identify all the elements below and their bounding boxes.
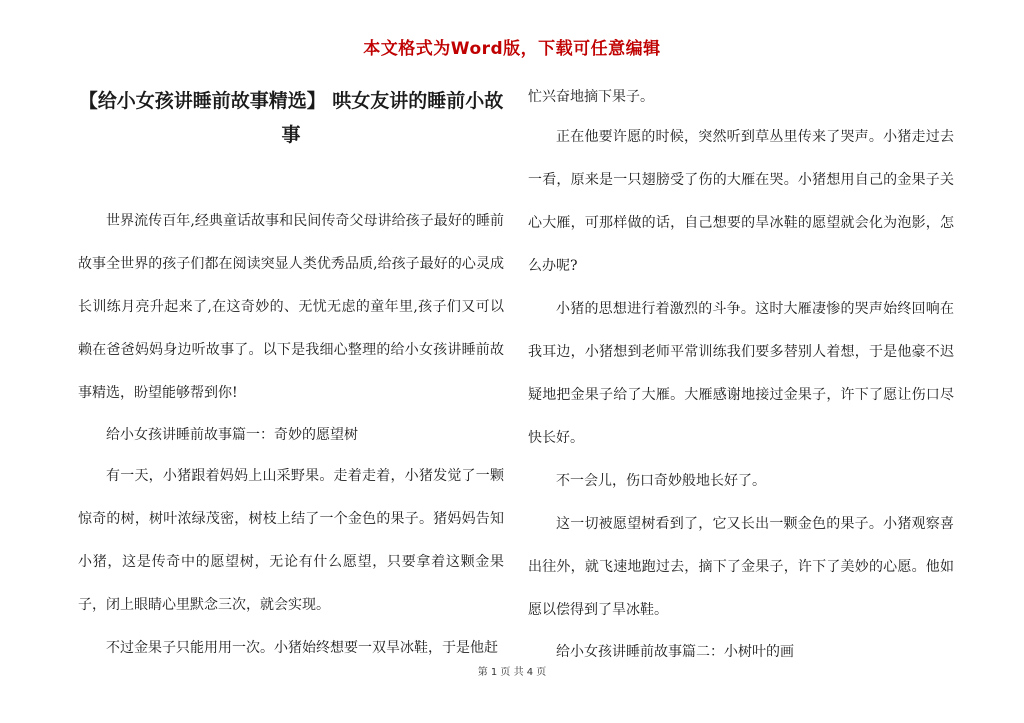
story1-paragraph-6: 这一切被愿望树看到了，它又长出一颗金色的果子。小猪观察喜出往外，就飞速地跑过去，摘下了金果子，许下了美妙的心愿。他如愿以偿得到了旱冰鞋。	[528, 516, 954, 618]
document-title: 【给小女孩讲睡前故事精选】 哄女友讲的睡前小故事	[78, 90, 504, 146]
story1-paragraph-2: 不过金果子只能用用一次。小猪始终想要一双旱冰鞋，于是他赶	[106, 640, 498, 656]
page-number-footer: 第 1 页 共 4 页	[477, 667, 547, 678]
left-column	[78, 84, 504, 670]
story1-paragraph-1: 有一天，小猪跟着妈妈上山采野果。走着走着，小猪发觉了一颗惊奇的树，树叶浓绿茂密，树枝上结了一个金色的果子。猪妈妈告知小猪，这是传奇中的愿望树，无论有什么愿望，只要拿着这颗金果子，闭上眼睛心里默念三次，就会实现。	[78, 468, 504, 613]
right-column	[528, 84, 954, 672]
story1-paragraph-2-cont: 忙兴奋地摘下果子。	[528, 89, 654, 105]
story1-paragraph-5: 不一会儿，伤口奇妙般地长好了。	[556, 473, 766, 489]
story1-paragraph-4: 小猪的思想进行着激烈的斗争。这时大雁凄惨的哭声始终回响在我耳边，小猪想到老师平常训练我们要多替别人着想，于是他豪不迟疑地把金果子给了大雁。大雁感谢地接过金果子，许下了愿让伤口尽快长好。	[528, 301, 954, 446]
section-heading-1: 给小女孩讲睡前故事篇一：奇妙的愿望树	[106, 427, 358, 443]
story1-paragraph-3: 正在他要许愿的时候，突然听到草丛里传来了哭声。小猪走过去一看，原来是一只翅膀受了伤的大雁在哭。小猪想用自己的金果子关心大雁，可那样做的话，自己想要的旱冰鞋的愿望就会化为泡影，怎么办呢?	[528, 129, 954, 274]
intro-paragraph: 世界流传百年,经典童话故事和民间传奇父母讲给孩子最好的睡前故事全世界的孩子们都在阅读突显人类优秀品质,给孩子最好的心灵成长训练月亮升起来了,在这奇妙的、无忧无虑的童年里,孩子们又可以赖在爸爸妈妈身边听故事了。以下是我细心整理的给小女孩讲睡前故事精选，盼望能够帮到你!	[78, 213, 504, 401]
section-heading-2: 给小女孩讲睡前故事篇二：小树叶的画	[556, 644, 794, 660]
word-format-banner: 本文格式为Word版，下载可任意编辑	[363, 39, 661, 59]
